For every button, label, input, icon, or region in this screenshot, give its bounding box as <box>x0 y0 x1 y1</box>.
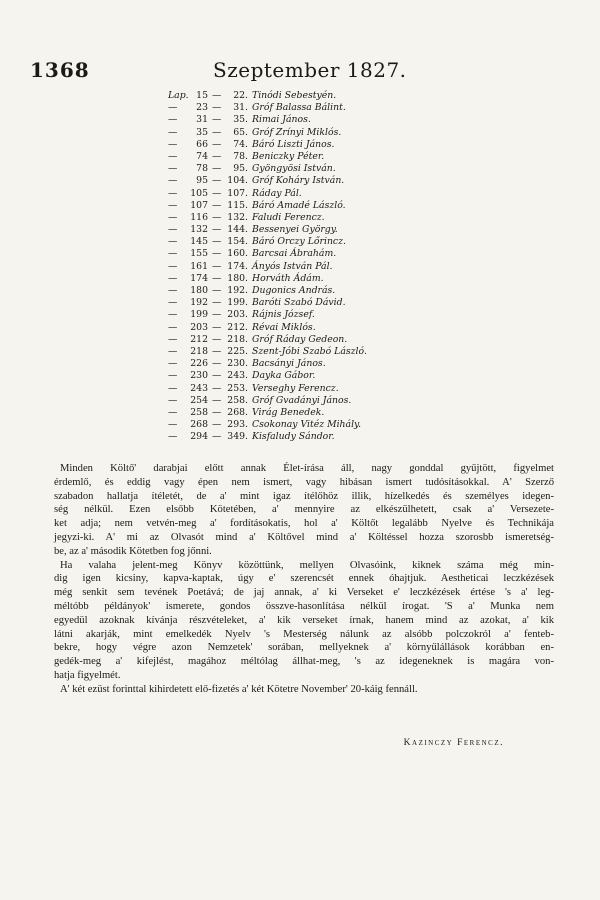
ditto-dash: — <box>168 285 178 296</box>
range-dash: — <box>212 126 222 138</box>
index-row <box>168 151 468 163</box>
text-line: szabadon hallatja ítéletét, de a' mint igaz ítélőhöz illik, hízelkedés és személyes idegen- <box>54 490 554 502</box>
running-title: Szeptember 1827. <box>213 58 407 82</box>
text-line: be, az a' második Kötetben fog jőnni. <box>54 545 212 557</box>
index-row <box>168 248 468 260</box>
page-from: 74 <box>196 150 208 162</box>
poet-name: Kisfaludy Sándor. <box>252 431 335 443</box>
text-line: hatja figyelmét. <box>54 669 121 681</box>
page-to: 35. <box>233 114 248 126</box>
poet-name: Barcsai Ábrahám. <box>252 248 337 260</box>
range-dash: — <box>212 333 222 345</box>
page-to: 349. <box>227 431 248 443</box>
page-from: 254 <box>190 394 208 406</box>
index-row <box>168 90 468 102</box>
poet-name: Gróf Zrínyi Miklós. <box>252 126 342 138</box>
page-from: 294 <box>190 431 208 443</box>
range-dash: — <box>212 370 222 382</box>
page-to: 132. <box>227 211 248 223</box>
index-row <box>168 102 468 114</box>
page-from: 66 <box>196 138 208 150</box>
index-row <box>168 224 468 236</box>
poet-name: Rájnis József. <box>252 309 315 321</box>
index-row <box>168 419 468 431</box>
ditto-dash: — <box>168 102 178 114</box>
ditto-dash: — <box>168 138 178 150</box>
page-to: 154. <box>227 236 248 248</box>
page-from: 268 <box>190 419 208 431</box>
range-dash: — <box>212 211 222 223</box>
index-row <box>168 395 468 407</box>
poet-name: Szent-Jóbi Szabó László. <box>252 345 367 357</box>
poet-name: Gróf Ráday Gedeon. <box>252 333 348 345</box>
text-line: érdemlő, és eddig vagy épen nem ismert, vagy hibásan ismert tudósításokkal. A' Szerző <box>54 476 554 488</box>
page-to: 253. <box>227 382 248 394</box>
range-dash: — <box>212 406 222 418</box>
poet-name: Horváth Ádám. <box>252 272 324 284</box>
range-dash: — <box>212 394 222 406</box>
ditto-dash: — <box>168 272 178 284</box>
range-dash: — <box>212 199 222 211</box>
page-to: 78. <box>233 150 248 162</box>
ditto-dash: — <box>168 297 178 309</box>
index-row <box>168 322 468 334</box>
index-row <box>168 127 468 139</box>
index-row <box>168 407 468 419</box>
index-row <box>168 139 468 151</box>
page-to: 225. <box>227 345 248 357</box>
range-dash: — <box>212 272 222 284</box>
page-to: 115. <box>227 199 248 211</box>
index-row <box>168 383 468 395</box>
ditto-dash: — <box>168 187 178 199</box>
page-from: 226 <box>190 358 208 370</box>
ditto-dash: — <box>168 224 178 236</box>
index-row <box>168 431 468 443</box>
index-row <box>168 163 468 175</box>
page-to: 199. <box>227 297 248 309</box>
poet-name: Ányós István Pál. <box>252 260 333 272</box>
page-from: 155 <box>190 248 208 260</box>
poet-name: Csokonay Vitéz Mihály. <box>252 419 362 431</box>
range-dash: — <box>212 224 222 236</box>
poet-name: Baróti Szabó Dávid. <box>252 297 346 309</box>
range-dash: — <box>212 175 222 187</box>
ditto-dash: — <box>168 419 178 431</box>
text-line: ket adja; nem vetvén-meg a' fordításokatis, hol a' Költőt legalább Nyelve és Technikája <box>54 518 554 530</box>
ditto-dash: — <box>168 382 178 394</box>
poet-name: Báró Orczy Lőrincz. <box>252 236 346 248</box>
text-line: dig igen kicsiny, kapva-kaptak, úgy e' szerencsét ennek óhajtjuk. Aestheticai leczkézések <box>54 573 554 585</box>
range-dash: — <box>212 150 222 162</box>
range-dash: — <box>212 321 222 333</box>
page-from: 199 <box>190 309 208 321</box>
ditto-dash: — <box>168 236 178 248</box>
page-from: 23 <box>196 102 208 114</box>
page-from: 145 <box>190 236 208 248</box>
index-row <box>168 236 468 248</box>
range-dash: — <box>212 236 222 248</box>
text-line: Minden Költő' darabjai előtt annak Élet-írása áll, nagy gonddal gyűjtött, figyelmet <box>60 463 554 474</box>
poet-name: Ráday Pál. <box>252 187 302 199</box>
paragraph-3 <box>54 683 554 697</box>
range-dash: — <box>212 309 222 321</box>
ditto-dash: — <box>168 394 178 406</box>
page-from: 95 <box>196 175 208 187</box>
poet-name: Dayka Gábor. <box>252 370 316 382</box>
index-row <box>168 114 468 126</box>
range-dash: — <box>212 102 222 114</box>
page-to: 31. <box>233 102 248 114</box>
subscription-line: A' két ezüst forinttal kihirdetett elő-fizetés a' két Kötetre November' 20-káig fennáll. <box>60 683 418 695</box>
poet-name: Báró Amadé László. <box>252 199 346 211</box>
ditto-dash: — <box>168 370 178 382</box>
ditto-dash: — <box>168 248 178 260</box>
page-to: 203. <box>227 309 248 321</box>
ditto-dash: — <box>168 321 178 333</box>
page-from: 105 <box>190 187 208 199</box>
range-dash: — <box>212 431 222 443</box>
page-from: 258 <box>190 406 208 418</box>
page-to: 107. <box>227 187 248 199</box>
text-line: jegyzi-ki. A' mi az Olvasót mind a' Költővel mind a' Költéssel hozza szorosbb ismeretség- <box>54 531 554 543</box>
ditto-dash: — <box>168 345 178 357</box>
ditto-dash: — <box>168 199 178 211</box>
range-dash: — <box>212 358 222 370</box>
poet-name: Gyöngyösi István. <box>252 163 336 175</box>
page-to: 65. <box>233 126 248 138</box>
page-from: 161 <box>190 260 208 272</box>
index-row <box>168 261 468 273</box>
page-to: 95. <box>233 163 248 175</box>
index-row <box>168 309 468 321</box>
page-from: 180 <box>190 285 208 296</box>
index-row <box>168 346 468 358</box>
ditto-dash: — <box>168 431 178 443</box>
page-from: 218 <box>190 345 208 357</box>
page-from: 230 <box>190 370 208 382</box>
page-to: 258. <box>227 394 248 406</box>
ditto-dash: — <box>168 150 178 162</box>
poet-name: Báró Liszti János. <box>252 138 335 150</box>
index-row <box>168 273 468 285</box>
range-dash: — <box>212 114 222 126</box>
index-row <box>168 370 468 382</box>
index-row <box>168 334 468 346</box>
range-dash: — <box>212 248 222 260</box>
index-row <box>168 188 468 200</box>
ditto-dash: — <box>168 406 178 418</box>
range-dash: — <box>212 138 222 150</box>
page-from: 203 <box>190 321 208 333</box>
ditto-dash: — <box>168 126 178 138</box>
page-to: 180. <box>227 272 248 284</box>
page-from: 35 <box>196 126 208 138</box>
poet-name: Faludi Ferencz. <box>252 211 325 223</box>
poet-page-index <box>168 90 468 443</box>
index-row <box>168 212 468 224</box>
page-from: 174 <box>190 272 208 284</box>
range-dash: — <box>212 187 222 199</box>
page-from: 116 <box>190 211 208 223</box>
page-header <box>30 58 570 88</box>
index-row <box>168 175 468 187</box>
ditto-dash: — <box>168 260 178 272</box>
poet-name: Tinódi Sebestyén. <box>252 90 337 101</box>
page-to: 160. <box>227 248 248 260</box>
range-dash: — <box>212 297 222 309</box>
page-to: 22. <box>233 90 248 101</box>
poet-name: Verseghy Ferencz. <box>252 382 339 394</box>
ditto-dash: — <box>168 163 178 175</box>
range-dash: — <box>212 345 222 357</box>
text-line: gedék-meg a' kifejlést, magához méltólag állhat-meg, 's az idegeneknek is magára von- <box>54 656 554 668</box>
text-line: méltóbb példányok' ismerete, gondos összve-hasonlítása nélkül írogat. 'S a' Munka nem <box>54 600 554 612</box>
page-from: 107 <box>190 199 208 211</box>
poet-name: Bacsányi János. <box>252 358 326 370</box>
index-row <box>168 358 468 370</box>
poet-name: Gróf Gvadányi János. <box>252 394 352 406</box>
signature: Kazinczy Ferencz. <box>403 738 504 748</box>
page-to: 268. <box>227 406 248 418</box>
ditto-dash: — <box>168 211 178 223</box>
page-from: 212 <box>190 333 208 345</box>
poet-name: Beniczky Péter. <box>252 150 325 162</box>
paragraph-1 <box>54 462 554 559</box>
text-line: Ha valaha jelent-meg Könyv közöttünk, mellyen Olvasóink, kiknek száma még min- <box>60 559 554 571</box>
page-from: 15 <box>196 90 208 101</box>
index-row <box>168 200 468 212</box>
ditto-dash: — <box>168 333 178 345</box>
range-dash: — <box>212 90 222 101</box>
poet-name: Dugonics András. <box>252 285 336 296</box>
poet-name: Virág Benedek. <box>252 406 325 418</box>
poet-name: Bessenyei György. <box>252 224 338 236</box>
text-line: ség nélkül. Ezen elsőbb Kötetében, a' mennyire az elkészülhetett, csak a' Versezete- <box>54 504 554 516</box>
page-to: 293. <box>227 419 248 431</box>
page-to: 174. <box>227 260 248 272</box>
text-line: bekre, hogy végre azon Nemzetek' sorában, mellyeknek a' környűlállások korábban en- <box>54 642 554 654</box>
text-line: még senkit sem tevének Poetává; de jaj annak, a' ki Verseket e' leczkézések értése 's a' leg- <box>54 587 554 599</box>
range-dash: — <box>212 163 222 175</box>
poet-name: Révai Miklós. <box>252 321 316 333</box>
range-dash: — <box>212 419 222 431</box>
page-from: 78 <box>196 163 208 175</box>
page-to: 212. <box>227 321 248 333</box>
page-from: 31 <box>196 114 208 126</box>
page-to: 104. <box>227 175 248 187</box>
range-dash: — <box>212 260 222 272</box>
page-to: 218. <box>227 333 248 345</box>
ditto-dash: — <box>168 175 178 187</box>
page-to: 243. <box>227 370 248 382</box>
poet-name: Gróf Balassa Bálint. <box>252 102 346 114</box>
ditto-dash: — <box>168 358 178 370</box>
poet-name: Rimai János. <box>252 114 311 126</box>
range-dash: — <box>212 285 222 296</box>
page-to: 192. <box>227 285 248 296</box>
ditto-dash: — <box>168 114 178 126</box>
body-text <box>54 462 554 697</box>
lap-label: Lap. <box>168 90 189 101</box>
range-dash: — <box>212 382 222 394</box>
page-to: 230. <box>227 358 248 370</box>
page-from: 243 <box>190 382 208 394</box>
index-row <box>168 297 468 309</box>
page-from: 192 <box>190 297 208 309</box>
page-number: 1368 <box>30 58 90 82</box>
poet-name: Gróf Koháry István. <box>252 175 345 187</box>
page-to: 74. <box>233 138 248 150</box>
text-line: egyedül azoknak kívánja részvételeket, a' kik verseket írnak, hanem mind az azokat, a' kik <box>54 614 554 626</box>
page-from: 132 <box>190 224 208 236</box>
index-row <box>168 285 468 297</box>
paragraph-2 <box>54 559 554 683</box>
page-to: 144. <box>227 224 248 236</box>
ditto-dash: — <box>168 309 178 321</box>
text-line: látni akarják, mint emelkedék Nyelv 's Mesterség nálunk az alsóbb polczokról a' fenteb- <box>54 628 554 640</box>
